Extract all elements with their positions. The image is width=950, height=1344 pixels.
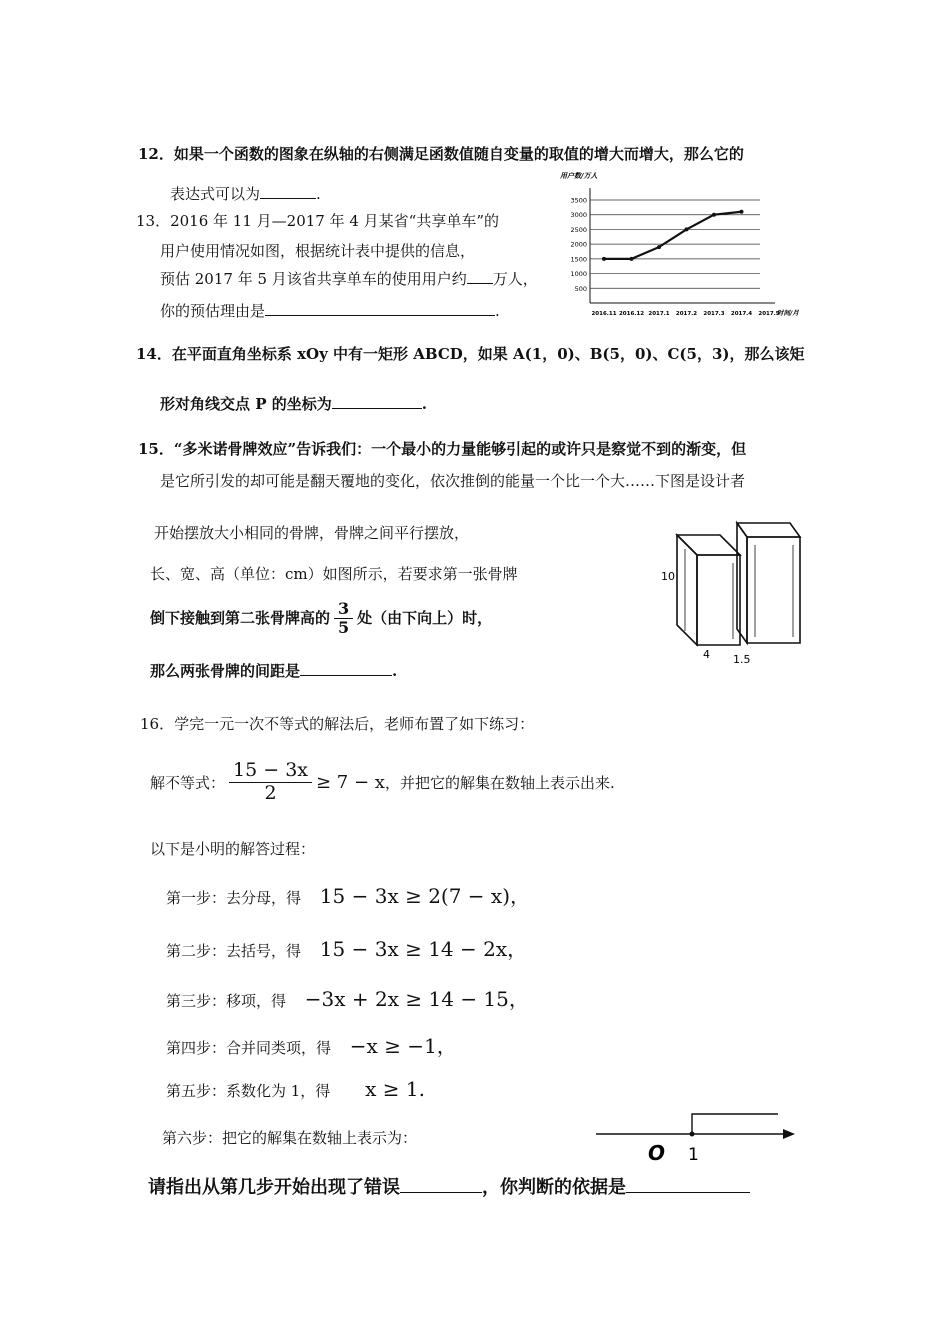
chart-xtick-label: 2017.5 [758, 311, 780, 317]
q13-line2: 用户使用情况如图，根据统计表中提供的信息， [160, 242, 476, 260]
q16-ineq-num: 15 − 3x [229, 760, 312, 783]
step-2-label: 第二步：去括号，得 [166, 942, 302, 960]
chart-xtick-label: 2017.3 [703, 311, 725, 317]
q13-reason-blank[interactable] [265, 314, 495, 316]
q15-answer-blank[interactable] [300, 674, 392, 676]
chart-xtick-label: 2017.1 [648, 311, 670, 317]
number-line [590, 1108, 805, 1168]
domino2-side [737, 523, 747, 643]
final-prefix: 请指出从第几步开始出现了错误 [148, 1177, 400, 1198]
q13-users-blank[interactable] [467, 282, 493, 284]
step-5-math: x ≥ 1. [365, 1077, 425, 1101]
q15-line5-prefix: 倒下接触到第二张骨牌高的 [150, 608, 331, 627]
dim-height-label: 10 [661, 570, 675, 583]
step-3-label: 第三步：移项，得 [166, 992, 287, 1010]
q13-line3 [160, 268, 538, 289]
chart-ytick-label: 2000 [570, 240, 587, 249]
q15-line5-suffix: 处（由下向上）时， [357, 608, 493, 627]
q16-intro: 16．学完一元一次不等式的解法后，老师布置了如下练习： [140, 715, 535, 733]
q16-step-6 [162, 1127, 417, 1148]
number-line-arrow [783, 1129, 795, 1139]
chart-series-line [604, 212, 742, 259]
q13-line-chart [560, 168, 830, 323]
q15-line2: 是它所引发的却可能是翻天覆地的变化，依次推倒的能量一个比一个大……下图是设计者 [160, 472, 746, 490]
q14-line2 [160, 393, 427, 414]
chart-data-point [740, 210, 744, 214]
q12-line2 [170, 183, 321, 204]
chart-ytick-label: 1500 [570, 255, 587, 264]
q16-step-1 [166, 880, 530, 909]
q15-line4: 长、宽、高（单位：cm）如图所示，若要求第一张骨牌 [150, 565, 518, 583]
step-1-label: 第一步：去分母，得 [166, 889, 302, 907]
q12-answer-blank[interactable] [260, 197, 316, 199]
domino1-side [677, 535, 697, 645]
q16-inequality [150, 760, 615, 805]
step-3-math: −3x + 2x ≥ 14 − 15， [304, 987, 529, 1011]
q16-step-4 [166, 1030, 457, 1059]
q13-line4-prefix: 你的预估理由是 [160, 302, 266, 320]
chart-data-point [657, 245, 661, 249]
q15-line6-suffix: . [392, 662, 398, 680]
q16-ineq-rest: ≥ 7 − x [316, 771, 385, 793]
q14-line2-prefix: 形对角线交点 P 的坐标为 [160, 395, 332, 413]
chart-ytick-label: 2500 [570, 225, 587, 234]
chart-data-point [712, 213, 716, 217]
q15-line5 [150, 600, 492, 638]
step-6-label: 第六步：把它的解集在数轴上表示为： [162, 1129, 418, 1147]
q16-step-3 [166, 983, 529, 1012]
q12-line2-prefix: 表达式可以为 [170, 185, 261, 203]
q16-ineq-tail: ，并把它的解集在数轴上表示出来. [384, 773, 615, 792]
chart-ytick-label: 500 [574, 284, 587, 293]
chart-xtick-label: 2016.11 [591, 311, 617, 317]
q14-answer-blank[interactable] [332, 407, 422, 409]
chart-ylabel: 用户数/万人 [560, 172, 598, 180]
chart-data-point [630, 257, 634, 261]
q13-line1: 13．2016 年 11 月—2017 年 4 月某省“共享单车”的 [136, 212, 500, 230]
q13-line3-suffix: 万人， [492, 270, 538, 288]
chart-xtick-label: 2017.4 [730, 311, 753, 317]
chart-ytick-label: 1000 [570, 270, 587, 279]
q12-line1: 12．如果一个函数的图象在纵轴的右侧满足函数值随自变量的取值的增大而增大，那么它的 [138, 145, 744, 163]
chart-data-point [602, 257, 606, 261]
origin-label: O [648, 1141, 666, 1165]
q13-line4 [160, 300, 500, 321]
dim-thickness-label: 1.5 [733, 653, 751, 666]
q12-line2-suffix: . [316, 185, 321, 203]
final-mid: ，你判断的依据是 [482, 1177, 626, 1198]
chart-xtick-label: 2017.2 [675, 311, 698, 317]
q15-frac-den: 5 [338, 618, 350, 638]
chart-ytick-label: 3000 [570, 211, 587, 220]
q14-line1: 14．在平面直角坐标系 xOy 中有一矩形 ABCD，如果 A(1，0)、B(5，0)、C(5，3)，那么该矩 [136, 345, 805, 363]
chart-data-point [685, 227, 689, 231]
q15-fraction [334, 600, 353, 638]
step-2-math: 15 − 3x ≥ 14 − 2x， [319, 937, 528, 961]
step-4-label: 第四步：合并同类项，得 [166, 1039, 332, 1057]
domino-figure [655, 515, 815, 670]
q14-line2-suffix: . [421, 395, 427, 413]
q15-line3: 开始摆放大小相同的骨牌，骨牌之间平行摆放， [154, 524, 470, 542]
solution-set-marker [692, 1114, 778, 1134]
q15-frac-num: 3 [334, 600, 353, 619]
error-step-blank[interactable] [400, 1191, 482, 1193]
step-5-label: 第五步：系数化为 1，得 [166, 1082, 331, 1100]
q13-line3-prefix: 预估 2017 年 5 月该省共享单车的使用用户约 [160, 270, 467, 288]
q16-process: 以下是小明的解答过程： [150, 840, 316, 858]
q16-ineq-den: 2 [264, 781, 277, 804]
domino1-front [697, 555, 740, 645]
dim-width-label: 4 [703, 648, 710, 661]
q16-ineq-fraction [229, 760, 312, 805]
chart-xtick-label: 2016.12 [618, 311, 645, 317]
q15-line6 [150, 660, 397, 681]
q15-line1: 15．“多米诺骨牌效应”告诉我们：一个最小的力量能够引起的或许只是察觉不到的渐变，但 [138, 440, 747, 458]
step-1-math: 15 − 3x ≥ 2(7 − x)， [319, 884, 531, 908]
q16-step-2 [166, 933, 527, 962]
q15-line6-prefix: 那么两张骨牌的间距是 [150, 662, 301, 680]
step-4-math: −x ≥ −1， [349, 1034, 457, 1058]
chart-ytick-label: 3500 [570, 196, 587, 205]
chart-xlabel: 时间/月 [777, 309, 799, 317]
q13-line4-suffix: . [495, 302, 500, 320]
one-label: 1 [688, 1145, 699, 1165]
q16-ineq-label: 解不等式： [150, 773, 226, 792]
q16-step-5 [166, 1077, 425, 1101]
reason-blank[interactable] [626, 1191, 750, 1193]
q16-final-question [148, 1173, 750, 1199]
